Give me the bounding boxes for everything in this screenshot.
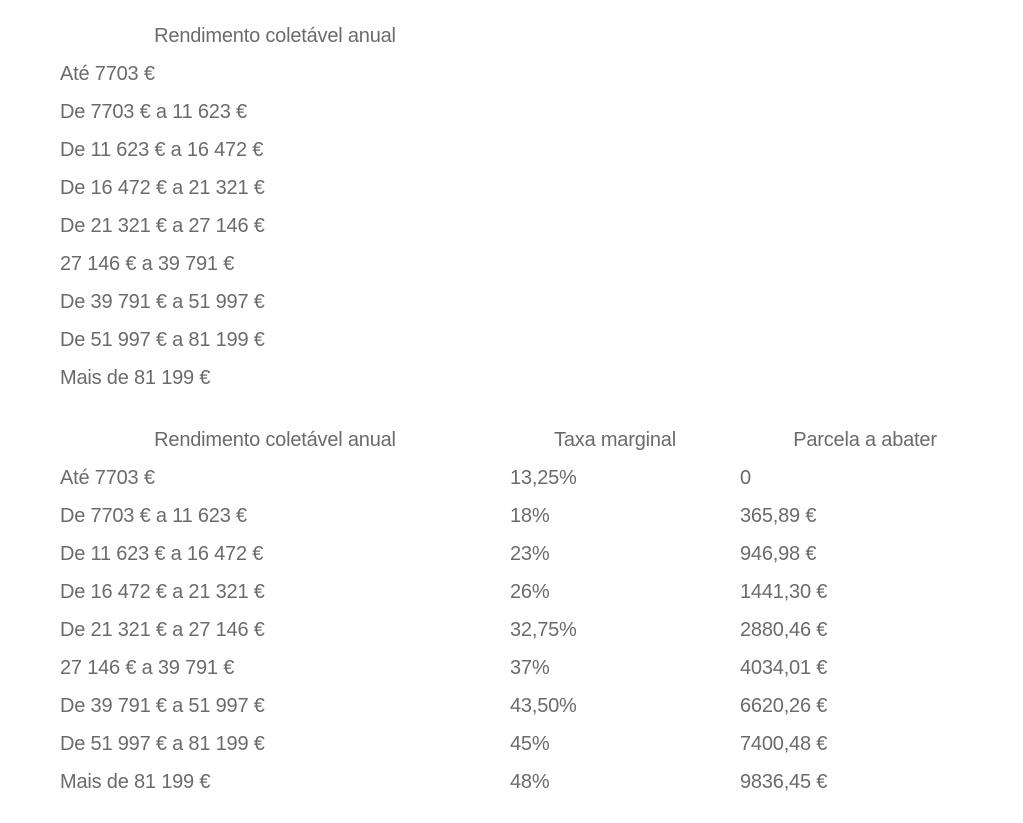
rate-cell: 48%: [510, 770, 550, 793]
bracket-cell: De 16 472 € a 21 321 €: [60, 580, 265, 603]
empty-cell: [500, 283, 730, 321]
bracket-cell: 27 146 € a 39 791 €: [60, 252, 235, 275]
deduction-cell: 0: [740, 466, 751, 489]
empty-cell: [730, 245, 1000, 283]
bracket-cell: Até 7703 €: [60, 466, 155, 489]
bracket-cell: De 39 791 € a 51 997 €: [60, 694, 265, 717]
column-header-rendimento: Rendimento coletável anual: [154, 24, 396, 47]
bracket-cell: Mais de 81 199 €: [60, 366, 211, 389]
bracket-cell: De 16 472 € a 21 321 €: [60, 176, 265, 199]
deduction-cell: 9836,45 €: [740, 770, 828, 793]
bracket-cell: Mais de 81 199 €: [60, 770, 211, 793]
table-row: [50, 459, 1000, 497]
empty-cell: [500, 93, 730, 131]
empty-cell: [500, 55, 730, 93]
empty-cell: [500, 359, 730, 397]
empty-cell: [730, 359, 1000, 397]
bracket-cell: De 7703 € a 11 623 €: [60, 504, 247, 527]
deduction-cell: 4034,01 €: [740, 656, 828, 679]
empty-header: [730, 17, 1000, 55]
empty-cell: [730, 131, 1000, 169]
empty-cell: [500, 321, 730, 359]
column-header-taxa-marginal: Taxa marginal: [554, 428, 676, 451]
table-row: [50, 497, 1000, 535]
rate-cell: 45%: [510, 732, 550, 755]
rate-cell: 26%: [510, 580, 550, 603]
bracket-cell: 27 146 € a 39 791 €: [60, 656, 235, 679]
bracket-cell: De 21 321 € a 27 146 €: [60, 214, 265, 237]
bracket-cell: De 21 321 € a 27 146 €: [60, 618, 265, 641]
table-row: [50, 321, 1000, 359]
rate-cell: 43,50%: [510, 694, 577, 717]
empty-cell: [730, 55, 1000, 93]
deduction-cell: 365,89 €: [740, 504, 817, 527]
table-row: [50, 207, 1000, 245]
empty-cell: [730, 321, 1000, 359]
bracket-cell: Até 7703 €: [60, 62, 155, 85]
empty-cell: [500, 207, 730, 245]
table-row: [50, 55, 1000, 93]
tax-rates-table: [50, 421, 1000, 801]
table-row: [50, 763, 1000, 801]
income-brackets-table: [50, 17, 1000, 397]
column-header-parcela-abater: Parcela a abater: [793, 428, 937, 451]
table-row: [50, 725, 1000, 763]
empty-cell: [500, 169, 730, 207]
deduction-cell: 6620,26 €: [740, 694, 828, 717]
bracket-cell: De 7703 € a 11 623 €: [60, 100, 247, 123]
bracket-cell: De 11 623 € a 16 472 €: [60, 138, 264, 161]
table-row: [50, 283, 1000, 321]
table-row: [50, 535, 1000, 573]
empty-cell: [500, 245, 730, 283]
deduction-cell: 1441,30 €: [740, 580, 828, 603]
table-header-row: [50, 421, 1000, 459]
table-row: [50, 611, 1000, 649]
empty-cell: [730, 169, 1000, 207]
deduction-cell: 2880,46 €: [740, 618, 828, 641]
rate-cell: 18%: [510, 504, 550, 527]
rate-cell: 23%: [510, 542, 550, 565]
rate-cell: 32,75%: [510, 618, 577, 641]
table-row: [50, 245, 1000, 283]
deduction-cell: 946,98 €: [740, 542, 817, 565]
table-row: [50, 93, 1000, 131]
bracket-cell: De 51 997 € a 81 199 €: [60, 732, 265, 755]
table-row: [50, 131, 1000, 169]
bracket-cell: De 11 623 € a 16 472 €: [60, 542, 264, 565]
bracket-cell: De 39 791 € a 51 997 €: [60, 290, 265, 313]
empty-header: [500, 17, 730, 55]
empty-cell: [730, 93, 1000, 131]
column-header-rendimento: Rendimento coletável anual: [154, 428, 396, 451]
empty-cell: [730, 207, 1000, 245]
rate-cell: 13,25%: [510, 466, 577, 489]
empty-cell: [730, 283, 1000, 321]
table-row: [50, 649, 1000, 687]
table-row: [50, 573, 1000, 611]
table-row: [50, 169, 1000, 207]
bracket-cell: De 51 997 € a 81 199 €: [60, 328, 265, 351]
deduction-cell: 7400,48 €: [740, 732, 828, 755]
empty-cell: [500, 131, 730, 169]
rate-cell: 37%: [510, 656, 550, 679]
table-row: [50, 359, 1000, 397]
table-header-row: [50, 17, 1000, 55]
table-row: [50, 687, 1000, 725]
